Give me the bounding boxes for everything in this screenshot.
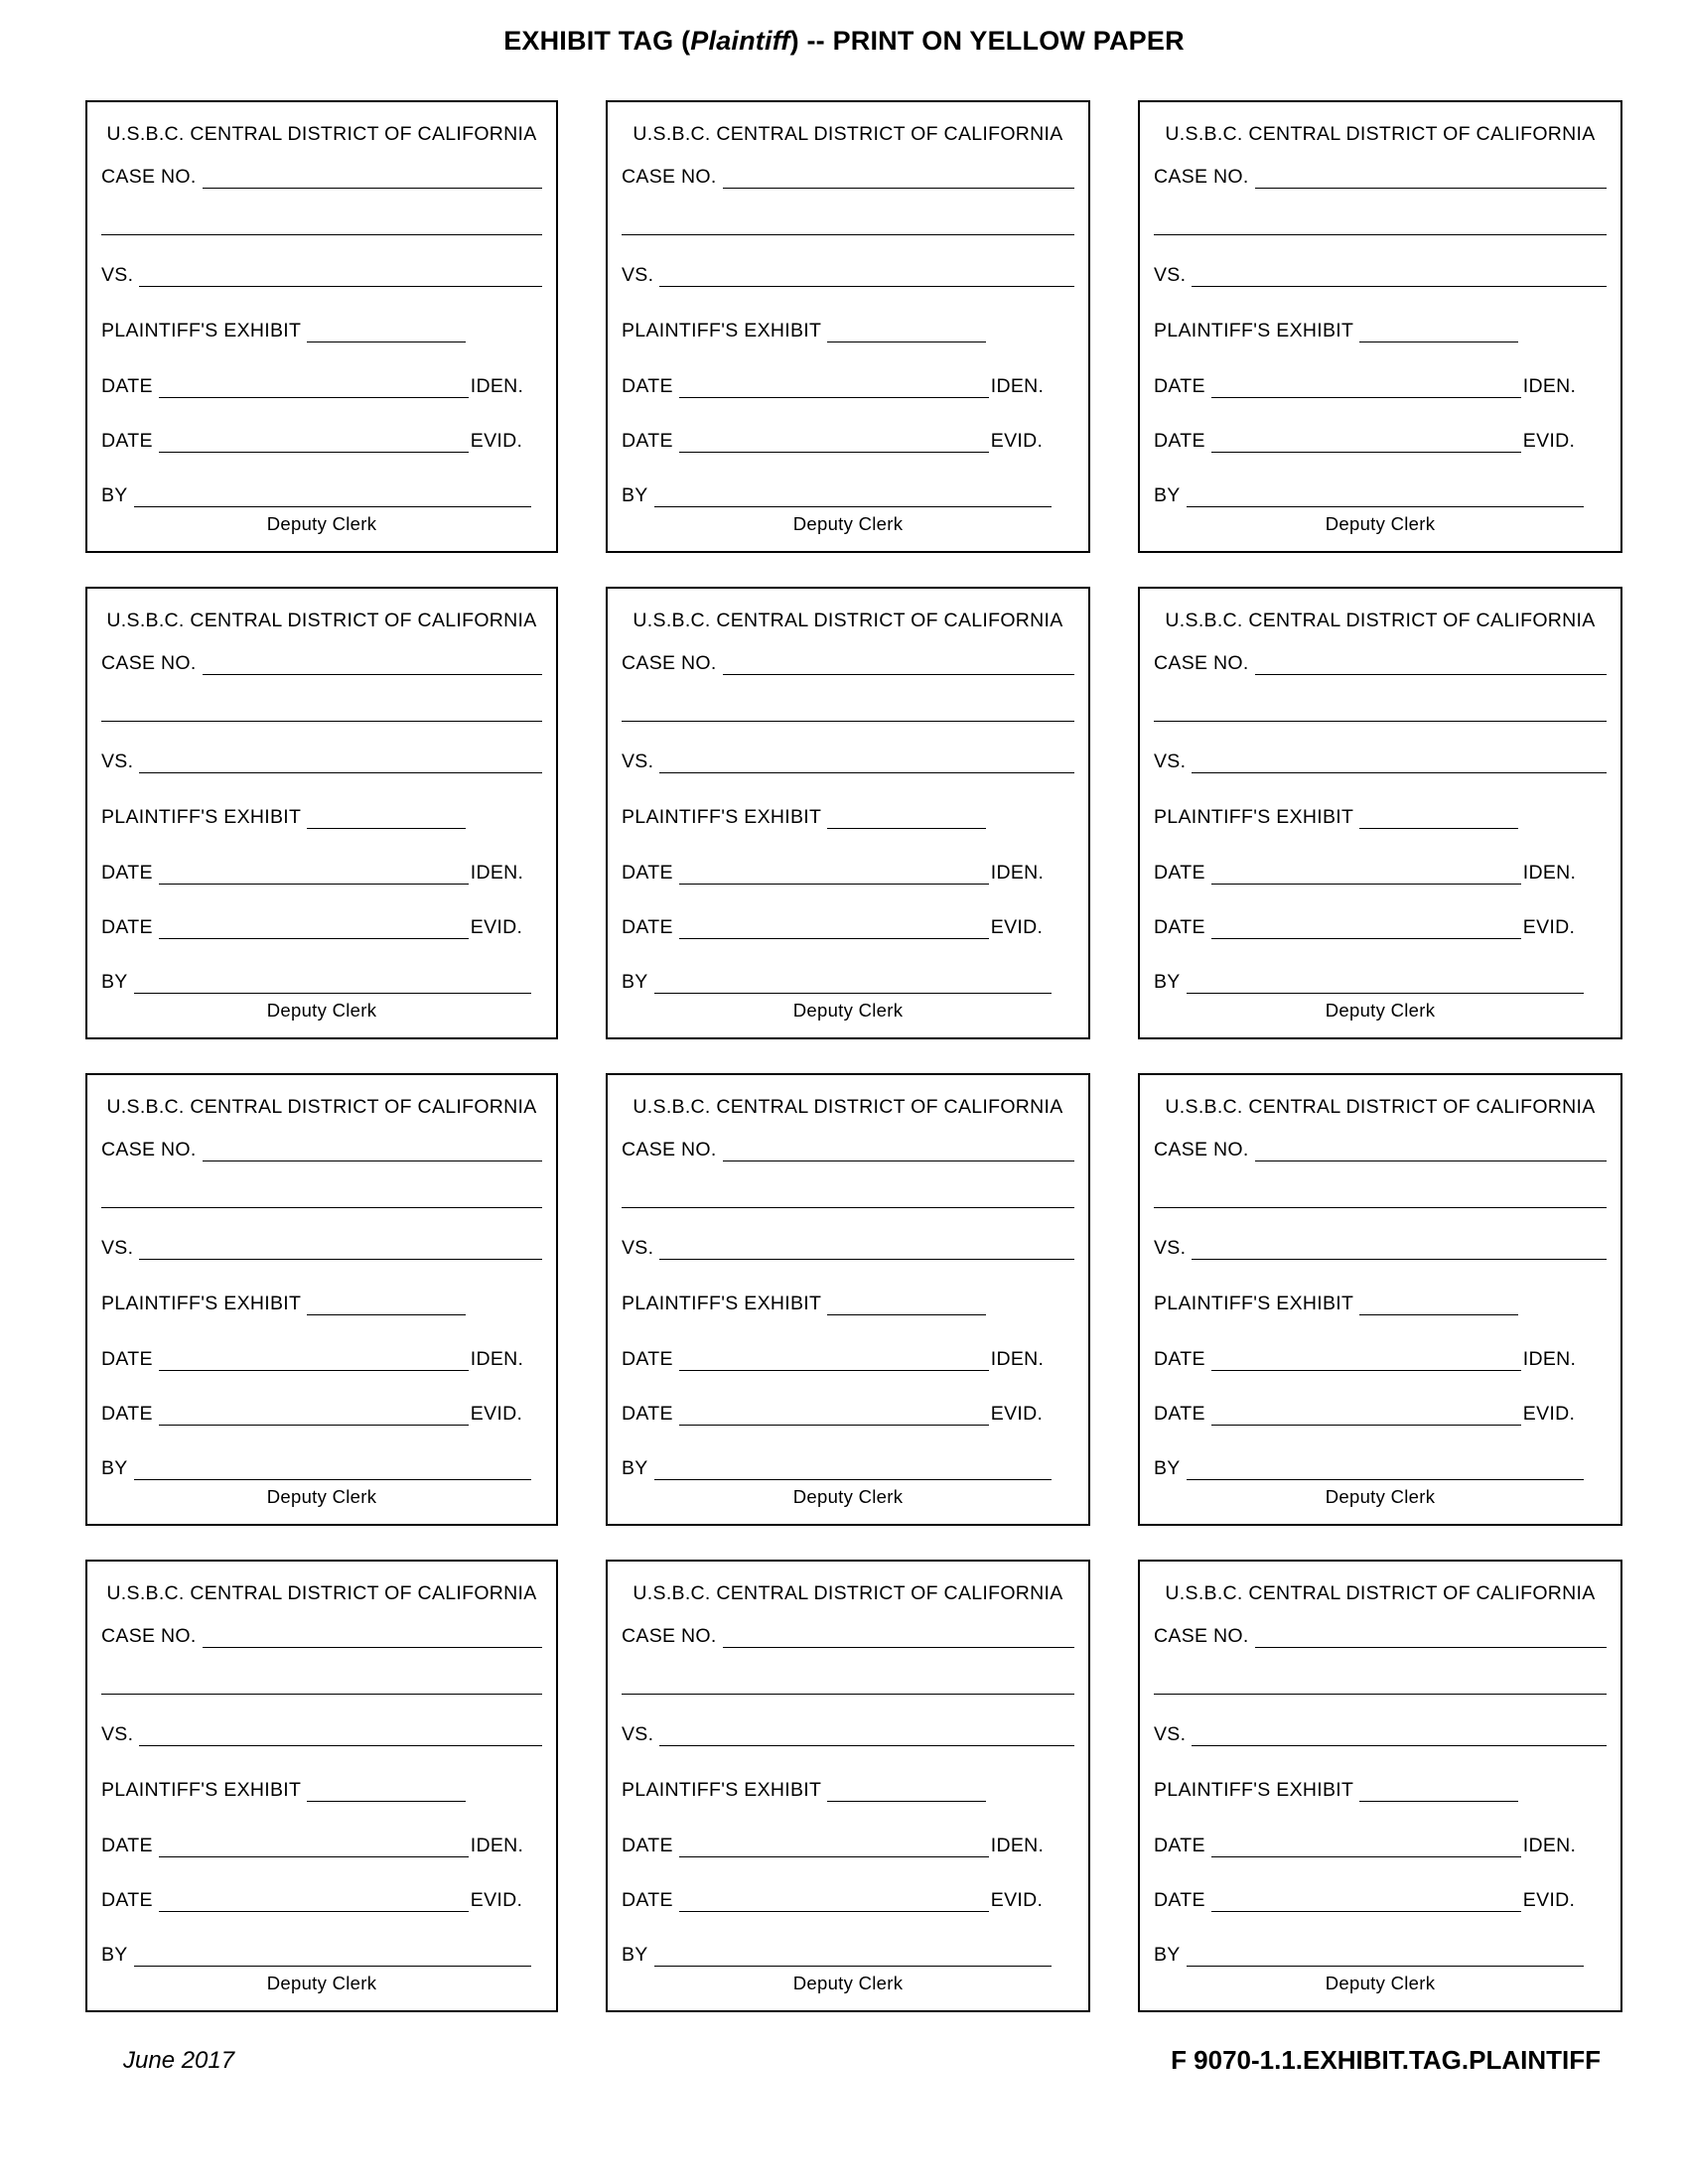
- date-label: DATE: [622, 862, 673, 884]
- evid-label: EVID.: [1522, 1889, 1576, 1911]
- by-label: BY: [1154, 1457, 1181, 1479]
- by-row: [1154, 971, 1607, 994]
- iden-label: IDEN.: [1522, 375, 1577, 397]
- by-signature-field[interactable]: [134, 973, 531, 994]
- by-signature-field[interactable]: [134, 1946, 531, 1967]
- by-signature-field[interactable]: [134, 1459, 531, 1480]
- deputy-clerk-label: Deputy Clerk: [266, 1000, 377, 1021]
- vs-field[interactable]: [139, 1725, 542, 1746]
- evid-label: EVID.: [1522, 1403, 1576, 1425]
- date-iden-field[interactable]: [159, 1837, 469, 1857]
- court-name: U.S.B.C. CENTRAL DISTRICT OF CALIFORNIA: [633, 123, 1063, 145]
- date-iden-field[interactable]: [159, 1350, 469, 1371]
- deputy-clerk-label: Deputy Clerk: [1325, 1000, 1436, 1021]
- case-number-field[interactable]: [723, 1627, 1074, 1648]
- vs-row: [101, 1237, 542, 1260]
- court-name: U.S.B.C. CENTRAL DISTRICT OF CALIFORNIA: [1165, 123, 1596, 145]
- by-signature-field[interactable]: [1187, 1459, 1584, 1480]
- date-iden-row: [101, 1835, 542, 1857]
- by-label: BY: [101, 1944, 128, 1966]
- exhibit-number-field[interactable]: [1359, 1781, 1518, 1802]
- evid-label: EVID.: [1522, 916, 1576, 938]
- by-signature-field[interactable]: [1187, 486, 1584, 507]
- exhibit-row: [101, 806, 542, 829]
- case-number-field[interactable]: [203, 168, 542, 189]
- date-label: DATE: [622, 375, 673, 397]
- date-label: DATE: [1154, 862, 1205, 884]
- date-iden-field[interactable]: [679, 377, 989, 398]
- case-number-label: CASE NO.: [101, 652, 197, 674]
- vs-field[interactable]: [1192, 266, 1607, 287]
- vs-field[interactable]: [659, 1239, 1074, 1260]
- date-evid-row: [101, 430, 542, 453]
- exhibit-tag: [1138, 587, 1622, 1039]
- iden-label: IDEN.: [470, 862, 524, 884]
- case-number-row: [1154, 166, 1607, 189]
- date-evid-row: [622, 1403, 1074, 1426]
- exhibit-tag: [85, 1073, 558, 1526]
- iden-label: IDEN.: [990, 1835, 1045, 1856]
- case-number-row: [622, 1625, 1074, 1648]
- exhibit-label: PLAINTIFF'S EXHIBIT: [622, 320, 822, 341]
- date-label: DATE: [1154, 430, 1205, 452]
- date-iden-row: [1154, 1835, 1607, 1857]
- case-number-label: CASE NO.: [1154, 1625, 1249, 1647]
- case-number-label: CASE NO.: [1154, 1139, 1249, 1160]
- case-number-label: CASE NO.: [101, 1625, 197, 1647]
- page-title: [0, 26, 1688, 57]
- case-number-field-line-2[interactable]: [101, 1187, 542, 1208]
- exhibit-label: PLAINTIFF'S EXHIBIT: [101, 1293, 302, 1314]
- case-number-label: CASE NO.: [622, 1625, 717, 1647]
- date-iden-row: [622, 375, 1074, 398]
- date-iden-field[interactable]: [159, 377, 469, 398]
- case-number-field[interactable]: [723, 168, 1074, 189]
- date-label: DATE: [101, 430, 153, 452]
- vs-row: [622, 1723, 1074, 1746]
- case-number-label: CASE NO.: [622, 1139, 717, 1160]
- exhibit-row: [1154, 1779, 1607, 1802]
- date-iden-row: [1154, 862, 1607, 885]
- exhibit-label: PLAINTIFF'S EXHIBIT: [1154, 1779, 1354, 1801]
- exhibit-number-field[interactable]: [307, 808, 466, 829]
- date-label: DATE: [101, 862, 153, 884]
- deputy-clerk-label: Deputy Clerk: [266, 1486, 377, 1507]
- by-signature-field[interactable]: [1187, 1946, 1584, 1967]
- date-label: DATE: [101, 375, 153, 397]
- date-iden-row: [101, 862, 542, 885]
- vs-field[interactable]: [139, 266, 542, 287]
- by-label: BY: [622, 1457, 648, 1479]
- exhibit-label: PLAINTIFF'S EXHIBIT: [622, 1779, 822, 1801]
- date-iden-row: [1154, 1348, 1607, 1371]
- iden-label: IDEN.: [1522, 1835, 1577, 1856]
- date-label: DATE: [1154, 1835, 1205, 1856]
- vs-label: VS.: [622, 264, 654, 286]
- case-number-field-line-2[interactable]: [622, 1674, 1074, 1695]
- by-label: BY: [622, 484, 648, 506]
- vs-field[interactable]: [659, 752, 1074, 773]
- case-number-field-line-2[interactable]: [1154, 1187, 1607, 1208]
- vs-label: VS.: [1154, 264, 1187, 286]
- vs-field[interactable]: [659, 266, 1074, 287]
- by-label: BY: [1154, 484, 1181, 506]
- evid-label: EVID.: [990, 916, 1044, 938]
- vs-label: VS.: [101, 264, 134, 286]
- case-number-field-line-2[interactable]: [101, 701, 542, 722]
- exhibit-row: [101, 1293, 542, 1315]
- court-name: U.S.B.C. CENTRAL DISTRICT OF CALIFORNIA: [1165, 610, 1596, 631]
- title-suffix: ) -- PRINT ON YELLOW PAPER: [789, 26, 1185, 56]
- date-iden-field[interactable]: [159, 864, 469, 885]
- exhibit-tag: [606, 100, 1090, 553]
- exhibit-number-field[interactable]: [1359, 808, 1518, 829]
- date-iden-field[interactable]: [679, 864, 989, 885]
- vs-row: [622, 1237, 1074, 1260]
- evid-label: EVID.: [470, 916, 523, 938]
- vs-field[interactable]: [139, 1239, 542, 1260]
- date-label: DATE: [1154, 1889, 1205, 1911]
- vs-row: [622, 264, 1074, 287]
- iden-label: IDEN.: [990, 1348, 1045, 1370]
- exhibit-row: [622, 1779, 1074, 1802]
- vs-label: VS.: [1154, 1723, 1187, 1745]
- vs-row: [1154, 1723, 1607, 1746]
- by-row: [622, 1457, 1074, 1480]
- iden-label: IDEN.: [470, 1348, 524, 1370]
- court-name: U.S.B.C. CENTRAL DISTRICT OF CALIFORNIA: [633, 1582, 1063, 1604]
- court-name: U.S.B.C. CENTRAL DISTRICT OF CALIFORNIA: [633, 1096, 1063, 1118]
- date-label: DATE: [622, 1348, 673, 1370]
- date-evid-field[interactable]: [679, 918, 989, 939]
- vs-row: [101, 751, 542, 773]
- vs-row: [622, 751, 1074, 773]
- case-number-row: [1154, 1139, 1607, 1161]
- exhibit-row: [1154, 806, 1607, 829]
- by-signature-field[interactable]: [654, 1459, 1052, 1480]
- date-evid-field[interactable]: [1211, 918, 1521, 939]
- case-number-field[interactable]: [723, 654, 1074, 675]
- iden-label: IDEN.: [470, 1835, 524, 1856]
- date-label: DATE: [622, 1403, 673, 1425]
- case-number-label: CASE NO.: [1154, 166, 1249, 188]
- case-number-label: CASE NO.: [622, 652, 717, 674]
- date-evid-row: [622, 1889, 1074, 1912]
- vs-label: VS.: [101, 1723, 134, 1745]
- exhibit-number-field[interactable]: [1359, 1295, 1518, 1315]
- date-evid-field[interactable]: [1211, 1405, 1521, 1426]
- date-iden-field[interactable]: [1211, 864, 1521, 885]
- date-iden-row: [101, 1348, 542, 1371]
- case-number-row: [101, 1625, 542, 1648]
- by-label: BY: [101, 484, 128, 506]
- exhibit-tag: [1138, 1560, 1622, 2012]
- deputy-clerk-label: Deputy Clerk: [792, 1973, 904, 1993]
- date-label: DATE: [101, 1889, 153, 1911]
- by-label: BY: [101, 971, 128, 993]
- title-italic: Plaintiff: [690, 26, 790, 56]
- iden-label: IDEN.: [990, 375, 1045, 397]
- date-iden-row: [622, 1348, 1074, 1371]
- case-number-field-line-2[interactable]: [622, 214, 1074, 235]
- case-number-row: [101, 166, 542, 189]
- exhibit-number-field[interactable]: [307, 1781, 466, 1802]
- by-label: BY: [622, 1944, 648, 1966]
- date-iden-field[interactable]: [1211, 1350, 1521, 1371]
- by-row: [622, 484, 1074, 507]
- exhibit-number-field[interactable]: [307, 1295, 466, 1315]
- vs-field[interactable]: [1192, 1725, 1607, 1746]
- deputy-clerk-label: Deputy Clerk: [1325, 1973, 1436, 1993]
- exhibit-row: [1154, 320, 1607, 342]
- exhibit-row: [101, 1779, 542, 1802]
- case-number-label: CASE NO.: [622, 166, 717, 188]
- exhibit-number-field[interactable]: [827, 322, 986, 342]
- date-label: DATE: [622, 1835, 673, 1856]
- vs-row: [101, 264, 542, 287]
- date-label: DATE: [101, 1835, 153, 1856]
- evid-label: EVID.: [470, 430, 523, 452]
- iden-label: IDEN.: [470, 375, 524, 397]
- case-number-field[interactable]: [1255, 1627, 1607, 1648]
- date-label: DATE: [1154, 375, 1205, 397]
- vs-field[interactable]: [1192, 1239, 1607, 1260]
- by-signature-field[interactable]: [654, 1946, 1052, 1967]
- case-number-row: [1154, 1625, 1607, 1648]
- exhibit-tag-grid: [85, 100, 1613, 2012]
- deputy-clerk-label: Deputy Clerk: [266, 1973, 377, 1993]
- date-evid-field[interactable]: [1211, 1891, 1521, 1912]
- date-iden-row: [1154, 375, 1607, 398]
- deputy-clerk-label: Deputy Clerk: [1325, 513, 1436, 534]
- vs-field[interactable]: [139, 752, 542, 773]
- exhibit-row: [622, 320, 1074, 342]
- date-evid-row: [101, 916, 542, 939]
- case-number-field[interactable]: [203, 654, 542, 675]
- case-number-field-line-2[interactable]: [101, 1674, 542, 1695]
- case-number-label: CASE NO.: [1154, 652, 1249, 674]
- evid-label: EVID.: [990, 1889, 1044, 1911]
- vs-label: VS.: [1154, 1237, 1187, 1259]
- court-name: U.S.B.C. CENTRAL DISTRICT OF CALIFORNIA: [1165, 1096, 1596, 1118]
- exhibit-label: PLAINTIFF'S EXHIBIT: [101, 1779, 302, 1801]
- exhibit-label: PLAINTIFF'S EXHIBIT: [622, 806, 822, 828]
- date-evid-field[interactable]: [679, 1405, 989, 1426]
- by-signature-field[interactable]: [654, 973, 1052, 994]
- date-evid-row: [622, 430, 1074, 453]
- date-evid-row: [622, 916, 1074, 939]
- exhibit-tag: [85, 587, 558, 1039]
- date-evid-field[interactable]: [679, 1891, 989, 1912]
- exhibit-tag: [606, 1560, 1090, 2012]
- date-evid-field[interactable]: [679, 432, 989, 453]
- date-label: DATE: [1154, 916, 1205, 938]
- case-number-field[interactable]: [723, 1141, 1074, 1161]
- deputy-clerk-label: Deputy Clerk: [792, 513, 904, 534]
- date-iden-field[interactable]: [679, 1837, 989, 1857]
- case-number-row: [622, 1139, 1074, 1161]
- exhibit-number-field[interactable]: [827, 1295, 986, 1315]
- exhibit-label: PLAINTIFF'S EXHIBIT: [1154, 806, 1354, 828]
- by-row: [101, 1457, 542, 1480]
- court-name: U.S.B.C. CENTRAL DISTRICT OF CALIFORNIA: [106, 123, 537, 145]
- by-row: [1154, 1457, 1607, 1480]
- case-number-field-line-2[interactable]: [1154, 701, 1607, 722]
- date-label: DATE: [101, 1348, 153, 1370]
- case-number-field[interactable]: [1255, 1141, 1607, 1161]
- evid-label: EVID.: [1522, 430, 1576, 452]
- footer-date: June 2017: [123, 2047, 235, 2074]
- vs-row: [1154, 1237, 1607, 1260]
- evid-label: EVID.: [990, 430, 1044, 452]
- exhibit-number-field[interactable]: [827, 808, 986, 829]
- case-number-label: CASE NO.: [101, 166, 197, 188]
- date-evid-row: [1154, 1403, 1607, 1426]
- vs-label: VS.: [622, 1237, 654, 1259]
- court-name: U.S.B.C. CENTRAL DISTRICT OF CALIFORNIA: [106, 1096, 537, 1118]
- exhibit-tag: [1138, 100, 1622, 553]
- exhibit-tag: [1138, 1073, 1622, 1526]
- date-iden-row: [622, 1835, 1074, 1857]
- date-iden-field[interactable]: [1211, 1837, 1521, 1857]
- by-row: [622, 971, 1074, 994]
- iden-label: IDEN.: [1522, 862, 1577, 884]
- iden-label: IDEN.: [990, 862, 1045, 884]
- exhibit-tag: [85, 1560, 558, 2012]
- exhibit-label: PLAINTIFF'S EXHIBIT: [622, 1293, 822, 1314]
- date-label: DATE: [622, 916, 673, 938]
- date-evid-field[interactable]: [159, 918, 469, 939]
- by-label: BY: [101, 1457, 128, 1479]
- case-number-field-line-2[interactable]: [1154, 214, 1607, 235]
- by-label: BY: [622, 971, 648, 993]
- case-number-row: [101, 652, 542, 675]
- vs-label: VS.: [622, 751, 654, 772]
- vs-row: [1154, 751, 1607, 773]
- by-row: [101, 1944, 542, 1967]
- date-evid-field[interactable]: [159, 1405, 469, 1426]
- exhibit-label: PLAINTIFF'S EXHIBIT: [1154, 320, 1354, 341]
- date-iden-field[interactable]: [679, 1350, 989, 1371]
- date-evid-field[interactable]: [159, 432, 469, 453]
- date-evid-field[interactable]: [1211, 432, 1521, 453]
- exhibit-tag: [85, 100, 558, 553]
- deputy-clerk-label: Deputy Clerk: [792, 1486, 904, 1507]
- date-evid-row: [1154, 916, 1607, 939]
- date-label: DATE: [1154, 1403, 1205, 1425]
- vs-field[interactable]: [1192, 752, 1607, 773]
- evid-label: EVID.: [990, 1403, 1044, 1425]
- exhibit-tag: [606, 1073, 1090, 1526]
- by-label: BY: [1154, 1944, 1181, 1966]
- by-row: [622, 1944, 1074, 1967]
- case-number-field[interactable]: [1255, 654, 1607, 675]
- by-row: [1154, 1944, 1607, 1967]
- vs-row: [101, 1723, 542, 1746]
- date-label: DATE: [101, 1403, 153, 1425]
- iden-label: IDEN.: [1522, 1348, 1577, 1370]
- exhibit-row: [622, 806, 1074, 829]
- vs-field[interactable]: [659, 1725, 1074, 1746]
- case-number-row: [622, 166, 1074, 189]
- exhibit-label: PLAINTIFF'S EXHIBIT: [1154, 1293, 1354, 1314]
- case-number-label: CASE NO.: [101, 1139, 197, 1160]
- date-label: DATE: [101, 916, 153, 938]
- date-iden-field[interactable]: [1211, 377, 1521, 398]
- deputy-clerk-label: Deputy Clerk: [792, 1000, 904, 1021]
- exhibit-row: [622, 1293, 1074, 1315]
- case-number-field-line-2[interactable]: [622, 701, 1074, 722]
- court-name: U.S.B.C. CENTRAL DISTRICT OF CALIFORNIA: [1165, 1582, 1596, 1604]
- case-number-field[interactable]: [203, 1141, 542, 1161]
- exhibit-label: PLAINTIFF'S EXHIBIT: [101, 320, 302, 341]
- date-label: DATE: [1154, 1348, 1205, 1370]
- vs-label: VS.: [622, 1723, 654, 1745]
- case-number-field[interactable]: [1255, 168, 1607, 189]
- evid-label: EVID.: [470, 1889, 523, 1911]
- date-evid-row: [101, 1403, 542, 1426]
- exhibit-number-field[interactable]: [307, 322, 466, 342]
- by-signature-field[interactable]: [654, 486, 1052, 507]
- exhibit-number-field[interactable]: [1359, 322, 1518, 342]
- deputy-clerk-label: Deputy Clerk: [266, 513, 377, 534]
- case-number-field-line-2[interactable]: [101, 214, 542, 235]
- date-evid-field[interactable]: [159, 1891, 469, 1912]
- court-name: U.S.B.C. CENTRAL DISTRICT OF CALIFORNIA: [106, 1582, 537, 1604]
- case-number-row: [1154, 652, 1607, 675]
- exhibit-row: [101, 320, 542, 342]
- exhibit-label: PLAINTIFF'S EXHIBIT: [101, 806, 302, 828]
- case-number-field[interactable]: [203, 1627, 542, 1648]
- vs-row: [1154, 264, 1607, 287]
- date-evid-row: [101, 1889, 542, 1912]
- by-signature-field[interactable]: [134, 486, 531, 507]
- case-number-field-line-2[interactable]: [622, 1187, 1074, 1208]
- evid-label: EVID.: [470, 1403, 523, 1425]
- date-iden-row: [101, 375, 542, 398]
- vs-label: VS.: [101, 1237, 134, 1259]
- case-number-row: [101, 1139, 542, 1161]
- case-number-field-line-2[interactable]: [1154, 1674, 1607, 1695]
- vs-label: VS.: [101, 751, 134, 772]
- date-evid-row: [1154, 430, 1607, 453]
- by-signature-field[interactable]: [1187, 973, 1584, 994]
- exhibit-row: [1154, 1293, 1607, 1315]
- case-number-row: [622, 652, 1074, 675]
- by-row: [1154, 484, 1607, 507]
- date-label: DATE: [622, 430, 673, 452]
- by-row: [101, 971, 542, 994]
- date-evid-row: [1154, 1889, 1607, 1912]
- court-name: U.S.B.C. CENTRAL DISTRICT OF CALIFORNIA: [633, 610, 1063, 631]
- footer-form-number: F 9070-1.1.EXHIBIT.TAG.PLAINTIFF: [1171, 2045, 1601, 2075]
- vs-label: VS.: [1154, 751, 1187, 772]
- by-label: BY: [1154, 971, 1181, 993]
- court-name: U.S.B.C. CENTRAL DISTRICT OF CALIFORNIA: [106, 610, 537, 631]
- title-prefix: EXHIBIT TAG (: [503, 26, 691, 56]
- by-row: [101, 484, 542, 507]
- deputy-clerk-label: Deputy Clerk: [1325, 1486, 1436, 1507]
- exhibit-number-field[interactable]: [827, 1781, 986, 1802]
- exhibit-tag: [606, 587, 1090, 1039]
- date-label: DATE: [622, 1889, 673, 1911]
- date-iden-row: [622, 862, 1074, 885]
